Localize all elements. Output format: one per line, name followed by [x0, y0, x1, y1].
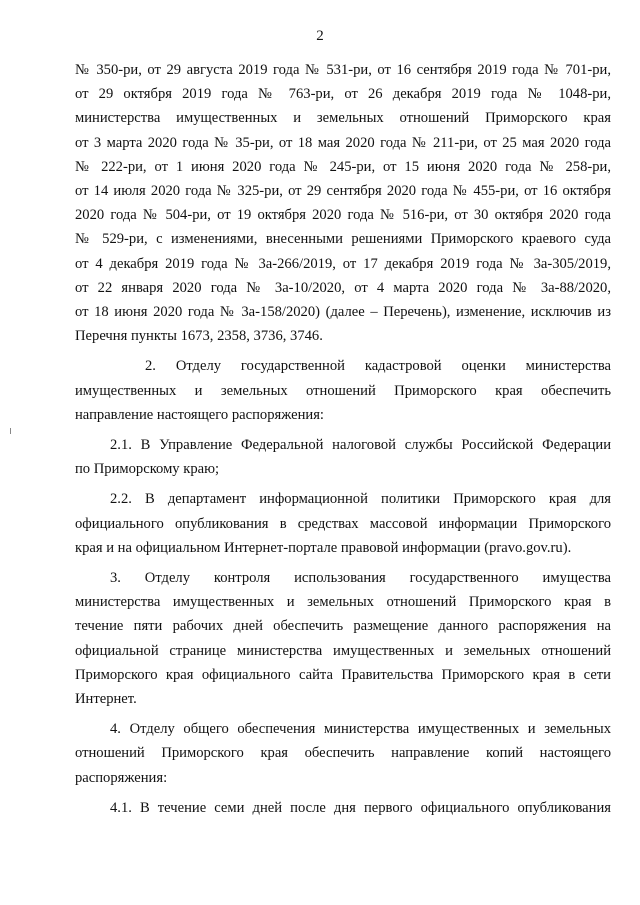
text-line: 2020 года № 504-ри, от 19 октября 2020 года № 516-ри, от 30 октября 2020 года [75, 207, 611, 224]
paragraph-item-3 [75, 566, 611, 711]
text-line: распоряжения: [75, 769, 168, 786]
text-line: от 22 января 2020 года № 3а-10/2020, от 4 марта 2020 года № 3а-88/2020, [75, 279, 611, 296]
paragraph-item-2-2 [75, 487, 611, 560]
text-line: 4. Отделу общего обеспечения министерства имущественных и земельных [110, 721, 611, 738]
paragraph-item-4 [75, 717, 611, 790]
text-line: Приморского края официального сайта Правительства Приморского края в сети [75, 666, 611, 683]
text-line: отношений Приморского края обеспечить направление копий настоящего [75, 745, 611, 762]
paragraph-item-4-1 [75, 796, 611, 820]
text-line: края и на официальном Интернет-портале правовой информации (pravo.gov.ru). [75, 539, 572, 556]
margin-mark [10, 428, 11, 434]
text-line: Интернет. [75, 691, 137, 708]
paragraph-list-of-orders [75, 58, 611, 348]
text-line: 4.1. В течение семи дней после дня первого официального опубликования [110, 799, 611, 816]
text-line: течение пяти рабочих дней обеспечить размещение данного распоряжения на [75, 618, 611, 635]
document-body [75, 58, 611, 820]
text-line: официальной странице министерства имущественных и земельных отношений [75, 642, 611, 659]
text-line: направление настоящего распоряжения: [75, 406, 324, 423]
text-line: Перечня пункты 1673, 2358, 3736, 3746. [75, 328, 323, 345]
paragraph-item-2 [75, 354, 611, 427]
text-line: официального опубликования в средствах массовой информации Приморского [75, 515, 611, 532]
text-line: от 18 июня 2020 года № 3а-158/2020) (далее – Перечень), изменение, исключив из [75, 304, 611, 321]
text-line: от 3 марта 2020 года № 35-ри, от 18 мая 2020 года № 211-ри, от 25 мая 2020 года [75, 134, 611, 151]
text-line: от 29 октября 2019 года № 763-ри, от 26 декабря 2019 года № 1048-ри, [75, 86, 611, 103]
text-line: 2.1. В Управление Федеральной налоговой службы Российской Федерации [110, 437, 611, 454]
text-line: 2. Отделу государственной кадастровой оценки министерства [145, 358, 611, 375]
text-line: № 350-ри, от 29 августа 2019 года № 531-ри, от 16 сентября 2019 года № 701-ри, [75, 62, 611, 78]
paragraph-item-2-1 [75, 433, 611, 481]
text-line: от 4 декабря 2019 года № 3а-266/2019, от 17 декабря 2019 года № 3а-305/2019, [75, 255, 611, 272]
text-line: министерства имущественных и земельных отношений Приморского края [75, 110, 611, 127]
text-line: по Приморскому краю; [75, 461, 220, 478]
text-line: № 222-ри, от 1 июня 2020 года № 245-ри, от 15 июня 2020 года № 258-ри, [75, 158, 611, 175]
text-line: 3. Отделу контроля использования государственного имущества [110, 570, 611, 587]
text-line: министерства имущественных и земельных отношений Приморского края в [75, 594, 611, 611]
text-line: № 529-ри, с изменениями, внесенными решениями Приморского краевого суда [75, 231, 611, 248]
text-line: 2.2. В департамент информационной политики Приморского края для [110, 491, 611, 508]
text-line: от 14 июля 2020 года № 325-ри, от 29 сентября 2020 года № 455-ри, от 16 октября [75, 183, 611, 200]
page-number: 2 [316, 28, 324, 44]
text-line: имущественных и земельных отношений Приморского края обеспечить [75, 382, 611, 399]
